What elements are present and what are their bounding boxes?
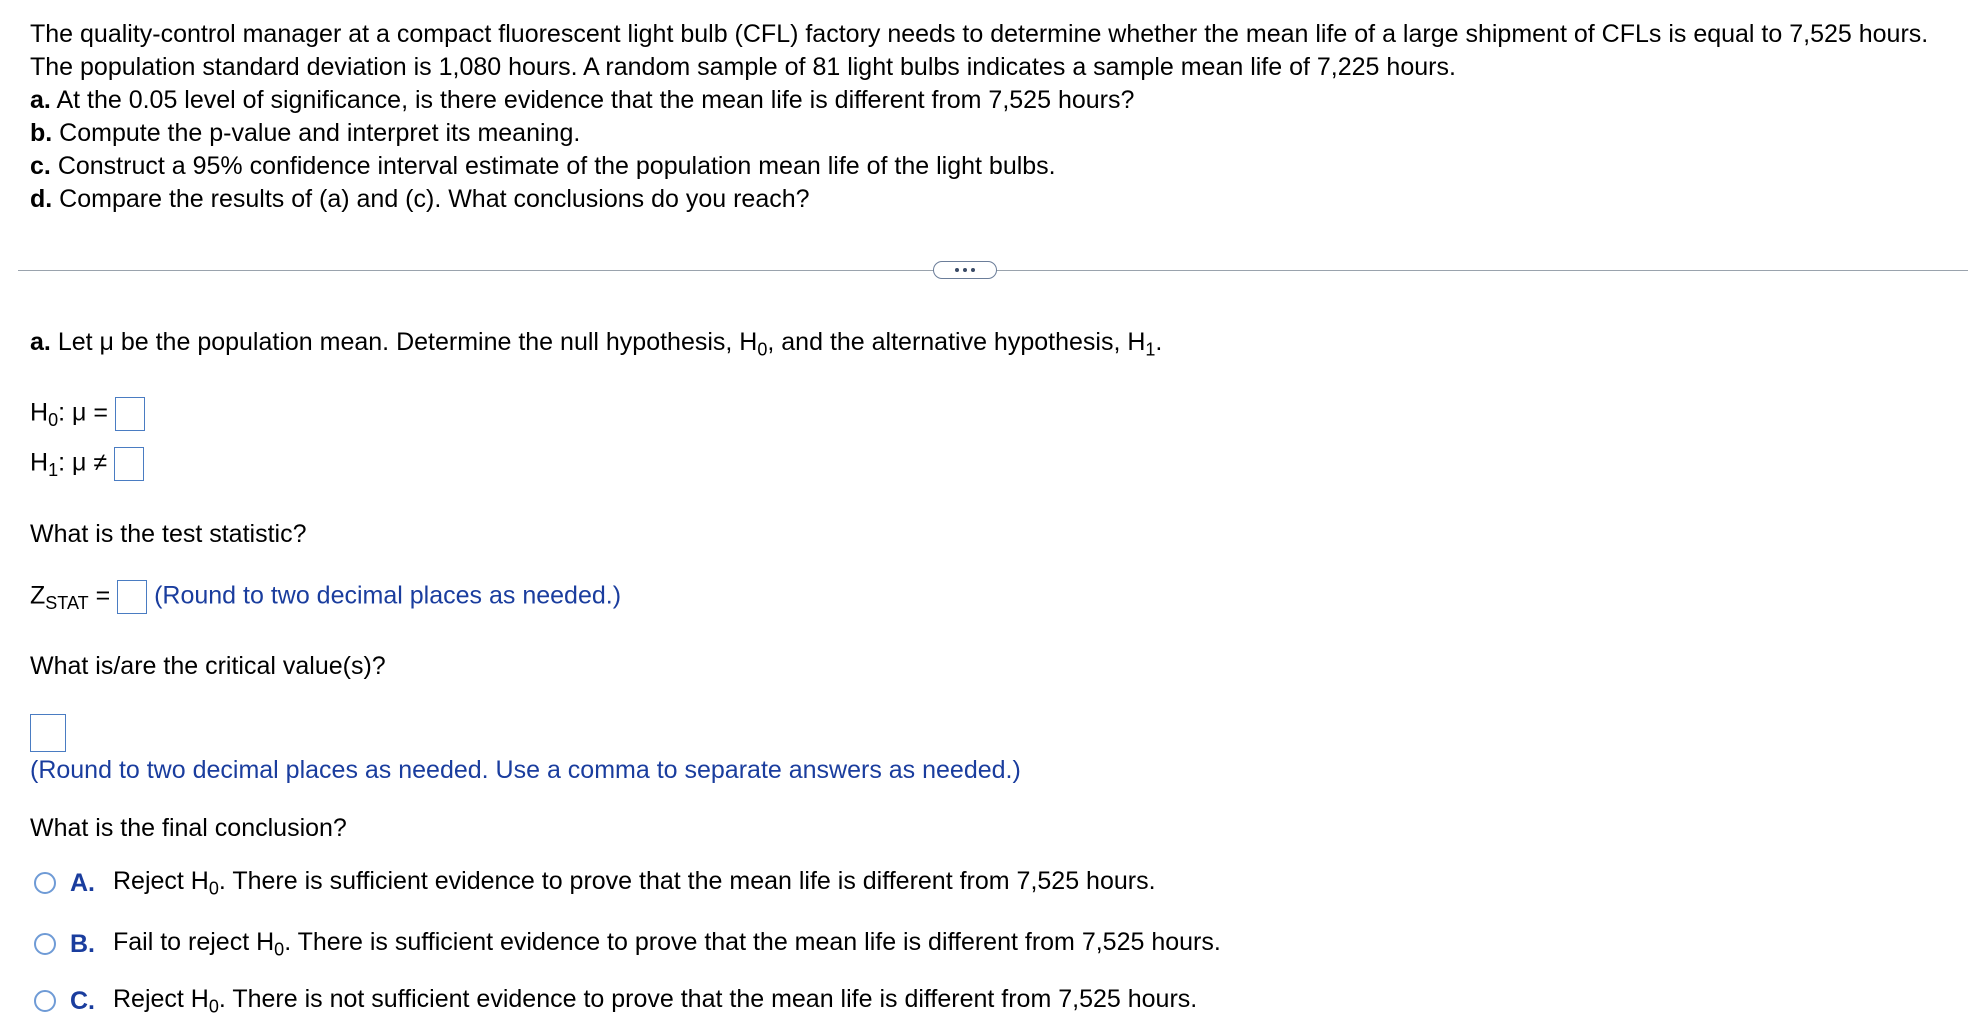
test-statistic-question: What is the test statistic? — [30, 520, 307, 548]
problem-part-a: a. At the 0.05 level of significance, is there evidence that the mean life is different from 7,525 hours? — [30, 86, 1135, 114]
choice-a[interactable]: A. Reject $H_0$. There is sufficient evidence to prove that the mean life is different from 7,525 hours. — [34, 867, 1156, 899]
problem-intro: The quality-control manager at a compact fluorescent light bulb (CFL) factory needs to determine whether the mean life of a large shipment of CFLs is equal to 7,525 hours. The population standard deviation is 1,080 hours. A random sample of 81 light bulbs indicates a sample mean life of 7,225 hours. — [30, 20, 1929, 81]
problem-part-d: d. Compare the results of (a) and (c). What conclusions do you reach? — [30, 185, 810, 213]
zstat-row: $Z_{STAT}$ = (Round to two decimal places as needed.) — [30, 581, 622, 613]
choice-c[interactable]: C. Reject $H_0$. There is not sufficient evidence to prove that the mean life is different from 7,525 hours. — [34, 985, 1197, 1017]
problem-part-b: b. Compute the p-value and interpret its meaning. — [30, 119, 581, 147]
critical-value-hint: (Round to two decimal places as needed. Use a comma to separate answers as needed.) — [30, 756, 1021, 784]
zstat-input[interactable] — [117, 580, 147, 614]
critical-value-row — [30, 714, 66, 752]
hypothesis-instruction: a. Let μ be the population mean. Determine the null hypothesis, $H_0$, and the alternative hypothesis, $H_1$. — [30, 328, 1163, 360]
zstat-rounding-hint: (Round to two decimal places as needed.) — [154, 581, 622, 610]
problem-part-c: c. Construct a 95% confidence interval estimate of the population mean life of the light bulbs. — [30, 152, 1056, 180]
radio-a[interactable] — [34, 872, 56, 894]
alternative-hypothesis-row: $H_1$: μ ≠ — [30, 447, 144, 481]
problem-statement — [30, 18, 1950, 216]
conclusion-question: What is the final conclusion? — [30, 814, 347, 842]
ellipsis-icon[interactable] — [933, 261, 997, 279]
alternative-hypothesis-input[interactable] — [114, 447, 144, 481]
null-hypothesis-input[interactable] — [115, 397, 145, 431]
radio-c[interactable] — [34, 990, 56, 1012]
choice-b[interactable]: B. Fail to reject $H_0$. There is sufficient evidence to prove that the mean life is different from 7,525 hours. — [34, 928, 1221, 960]
radio-b[interactable] — [34, 933, 56, 955]
critical-value-question: What is/are the critical value(s)? — [30, 652, 386, 680]
critical-value-input[interactable] — [30, 714, 66, 752]
null-hypothesis-row: $H_0$: μ = — [30, 397, 145, 431]
